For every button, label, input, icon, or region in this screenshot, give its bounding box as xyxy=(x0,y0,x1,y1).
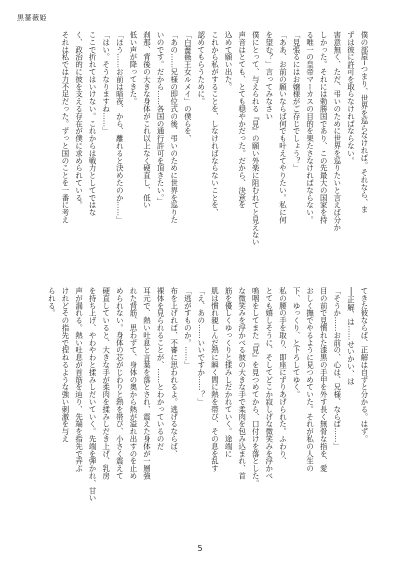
text-column: ──正解、は……せいかい、は xyxy=(346,287,356,385)
text-column: てきた彼ならば、正解は自ずと分かる。はず。 xyxy=(360,287,369,443)
text-column: められない。身体の芯がじわりと熱を帯び、小さく震えて xyxy=(115,287,125,480)
text-column: 「そうか……お前の、心は、兄様、ならば……」 xyxy=(332,287,342,450)
text-column: 「ほう……お前は暗夜、から、離れると決めたのか……」 xyxy=(115,31,125,224)
text-column: 下、ゆっくり、と下ろしてゆく。 xyxy=(292,287,302,398)
text-column: 声が漏れる。熱い吐息が首筋を辿り、先端を指先で弄ぶ xyxy=(74,287,84,472)
text-column: 「逃がすものか。……」 xyxy=(183,287,193,369)
text-column: 低い声が降ってきた。 xyxy=(128,31,138,105)
text-column: それは私では力不足だった。ずっと国のことを一番に考え xyxy=(60,31,70,224)
text-column: 耳元で、熱い吐息と言葉を落とされ、震えた身体が一層強 xyxy=(142,287,152,480)
text-column: 筋を優しくゆっくりと揉みしだかれていく。途端に xyxy=(224,287,234,458)
text-column: 僕の部屋─つまり、世界を巡らなければ。それなら、ま xyxy=(360,31,369,214)
text-block-lower xyxy=(45,287,371,545)
text-column: れた背筋、思わずて、身体の奥から熱が溢れ出すのを止め xyxy=(128,287,138,480)
text-column: 刹那、背後の大きな身体がこれ以上なく硬直し、低い xyxy=(142,31,152,209)
text-column: な微笑みを浮かべる彼の大きな手で柔肉を包み込まれ、首 xyxy=(237,287,247,480)
text-column: 裸体を見られることが、……とわかっているのだ xyxy=(156,287,166,450)
text-column: 僕にとって、与えられる『見』の願い外楽に阻むれてと見えない xyxy=(251,31,261,246)
text-column: 目の前で見慣れた漆黒の手甲を外す長く無骨な指を、愛 xyxy=(319,287,329,472)
text-column: 害意無く、ただ、弔いのために世界を巡りたいと言えば分か xyxy=(332,31,342,231)
text-column: 布を上げれば、不審に思われるよ。逃げるならば、 xyxy=(169,287,179,458)
text-column: おしく撫でやるように見つめていた。それが私の人生の xyxy=(305,287,315,472)
text-column: 嗚咽をしてまた『見』を見つめてから、口付けを落とした。 xyxy=(251,287,261,487)
text-column: を望む？」言ってみなさい xyxy=(264,31,274,120)
text-column: 「あの……兄様の即位式の後、弔いのために世界を巡りた xyxy=(169,31,179,224)
text-column: ずは彼に許可を取らなければならない。 xyxy=(346,31,356,165)
running-header: 黒薔薇姫 xyxy=(17,14,47,22)
text-column: いのです。だから……各国の通行許可を頂きたい。」 xyxy=(156,31,166,205)
text-column: 肌は慣れ親しんだ熱に瞬く間に熱を帯び、その息を乱す xyxy=(210,287,220,472)
text-column: 「え、あの……いいですか……？」 xyxy=(196,287,206,406)
text-column: これから私がすることを、しなければならないことを、 xyxy=(210,31,220,216)
text-column: 硬直していると、大きな手が柔肉を揉みしだき上げ、乳房 xyxy=(101,287,111,480)
text-column: しかった。それには勅勝国であり、この先最大の国家を持 xyxy=(319,31,329,224)
text-column: とても嬉しそうに、そしてどこか寂しげな微笑みを浮かべ xyxy=(264,287,274,480)
text-column: 私の腰の手を取り、即座にずりあげられた。ふわり、 xyxy=(278,287,288,465)
page-number: 5 xyxy=(197,544,203,553)
text-block-upper xyxy=(58,31,371,289)
text-column: 「はい。そうなりますね……」 xyxy=(101,31,111,135)
text-column: 「白薔薇王女ルメイ」の僕らを、 xyxy=(183,31,193,142)
text-column: 認めてもらうために。 xyxy=(196,31,206,105)
text-column: 声音はとても、とても穏やかだった。だから、決意を xyxy=(237,31,247,209)
text-column: けれどその指先で捏ねるような強い刺激を与え xyxy=(60,287,70,443)
text-column: られる。 xyxy=(47,287,57,317)
text-column: 「見張るにはお嬢様がご存じでしょう？」 xyxy=(292,31,302,172)
text-column: ここで折れてはいけない。これからは戦力としてではな xyxy=(88,31,98,216)
text-column: を持ち上げ、やわやわと揉みしだいていく。先端を弾かれ、甘い xyxy=(88,287,98,502)
text-column: 込めて願い出た。 xyxy=(224,31,234,91)
text-column: く、政治的に彼を支える存在が僕に求められている。 xyxy=(74,31,84,209)
text-column: る唯一の皇帝マーカスの目的を果たさなければならない。 xyxy=(305,31,315,224)
text-column: 「ああ、お前の願いならば何でも叶えてやりたい。私に何 xyxy=(278,31,288,224)
